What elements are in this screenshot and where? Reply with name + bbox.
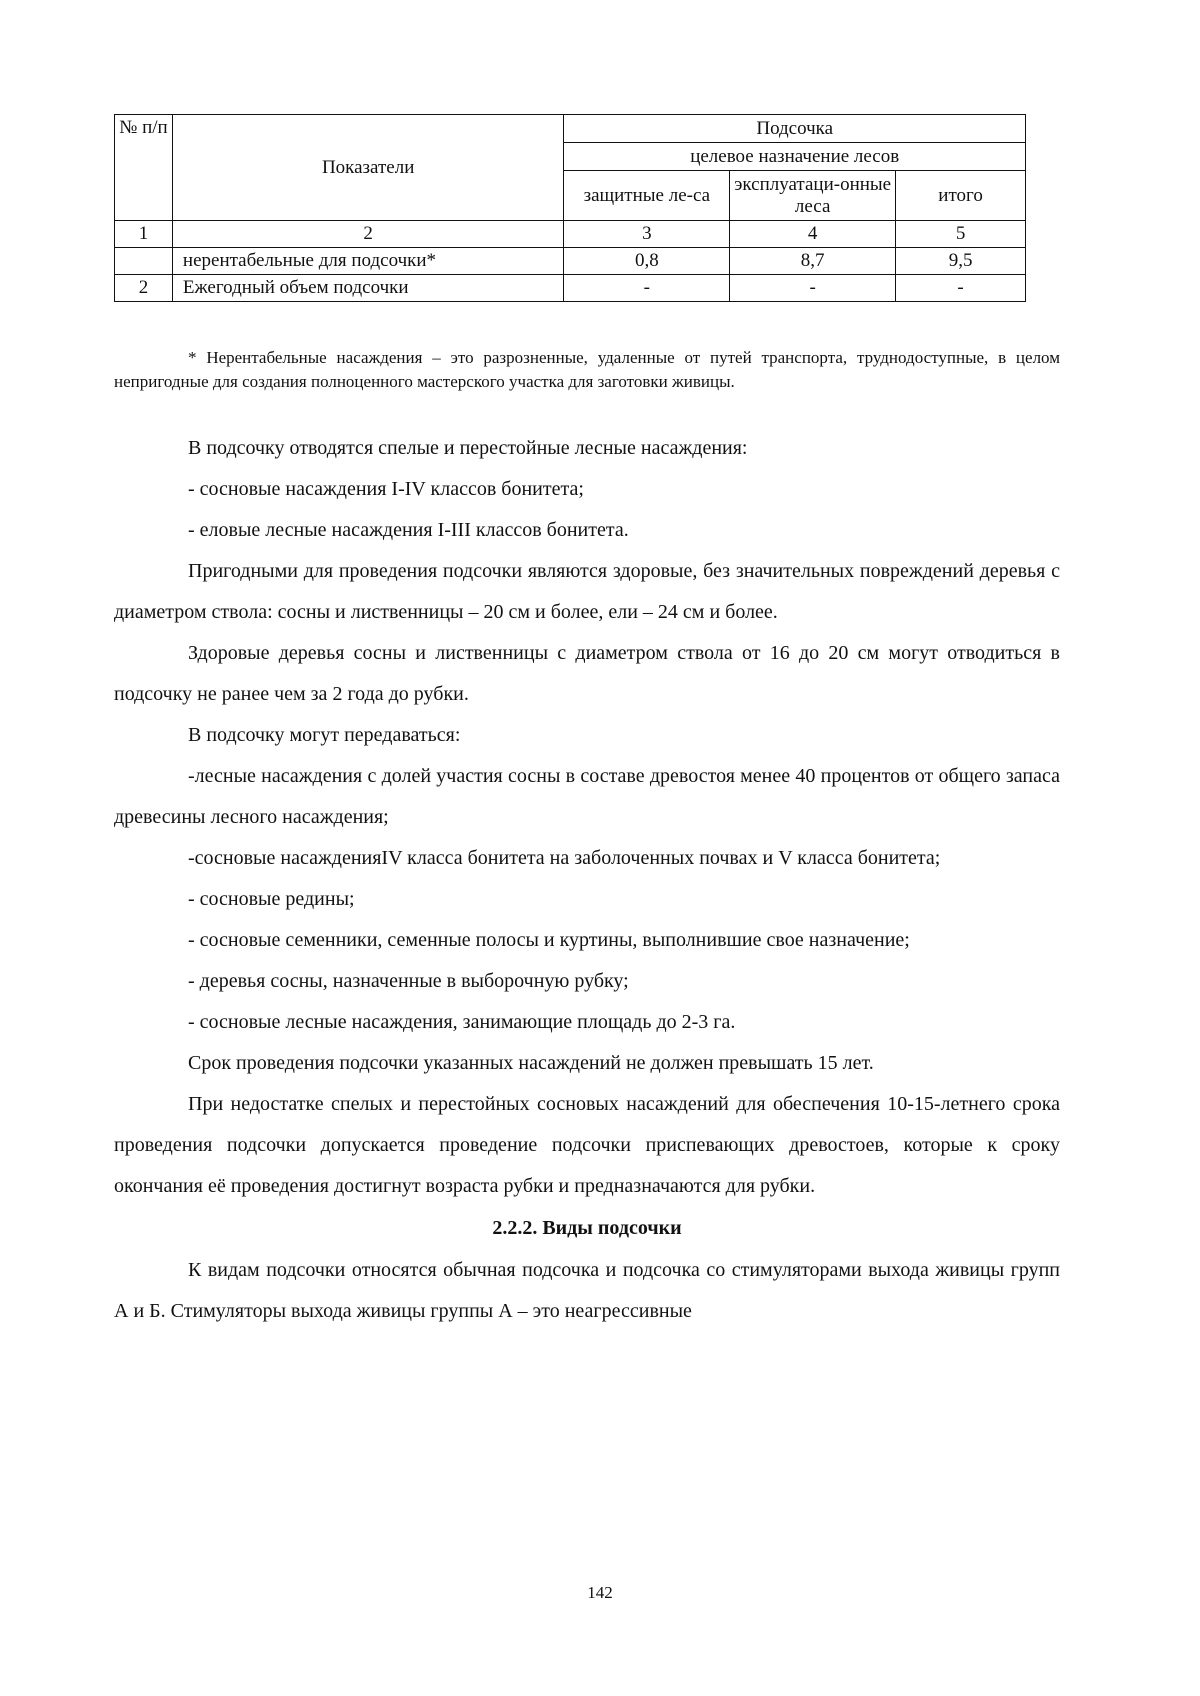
body-text — [114, 428, 1060, 1332]
column-number: 4 — [730, 221, 896, 248]
header-exploitation: эксплуатаци-онные леса — [730, 171, 896, 221]
row-num — [115, 248, 173, 275]
paragraph: Срок проведения подсочки указанных насаждений не должен превышать 15 лет. — [188, 1052, 874, 1074]
paragraph: Здоровые деревья сосны и лиственницы с диаметром ствола от 16 до 20 см могут отводиться в подсочку не ранее чем за 2 года до рубки. — [114, 642, 1060, 705]
row-protective: - — [564, 275, 730, 302]
paragraph: В подсочку могут передаваться: — [188, 724, 461, 746]
table-row — [115, 248, 1026, 275]
footnote — [114, 346, 1060, 394]
column-number: 1 — [115, 221, 173, 248]
list-item: - еловые лесные насаждения I-III классов бонитета. — [188, 519, 629, 541]
column-number: 3 — [564, 221, 730, 248]
row-num: 2 — [115, 275, 173, 302]
row-label: Ежегодный объем подсочки — [172, 275, 563, 302]
row-protective: 0,8 — [564, 248, 730, 275]
header-total: итого — [896, 171, 1026, 221]
list-item: - деревья сосны, назначенные в выборочную рубку; — [188, 970, 629, 992]
section-heading: 2.2.2. Виды подсочки — [492, 1217, 682, 1239]
header-indicators: Показатели — [172, 115, 563, 221]
page-number: 142 — [587, 1583, 613, 1602]
row-label: нерентабельные для подсочки* — [172, 248, 563, 275]
header-forest-purpose: целевое назначение лесов — [564, 143, 1026, 171]
header-num: № п/п — [115, 115, 173, 221]
row-exploitation: - — [730, 275, 896, 302]
row-total: - — [896, 275, 1026, 302]
footnote-text: * Нерентабельные насаждения – это разрозненные, удаленные от путей транспорта, труднодоступные, в целом непригодные для создания полноценного мастерского участка для заготовки живицы. — [114, 348, 1060, 391]
paragraph: Пригодными для проведения подсочки являются здоровые, без значительных повреждений деревья с диаметром ствола: сосны и лиственницы – 20 см и более, ели – 24 см и более. — [114, 560, 1060, 623]
header-protective: защитные ле-са — [564, 171, 730, 221]
column-number: 2 — [172, 221, 563, 248]
list-item: - сосновые лесные насаждения, занимающие площадь до 2-3 га. — [188, 1011, 736, 1033]
list-item: - сосновые редины; — [188, 888, 355, 910]
list-item: -лесные насаждения с долей участия сосны в составе древостоя менее 40 процентов от общего запаса древесины лесного насаждения; — [114, 765, 1060, 828]
tapping-table — [114, 114, 1026, 302]
row-total: 9,5 — [896, 248, 1026, 275]
paragraph: К видам подсочки относятся обычная подсочка и подсочка со стимуляторами выхода живицы групп А и Б. Стимуляторы выхода живицы группы А – это неагрессивные — [114, 1259, 1060, 1322]
row-exploitation: 8,7 — [730, 248, 896, 275]
header-tapping: Подсочка — [564, 115, 1026, 143]
paragraph: При недостатке спелых и перестойных сосновых насаждений для обеспечения 10-15-летнего срока проведения подсочки допускается проведение подсочки приспевающих древостоев, которые к сроку окончания её проведения достигнут возраста рубки и предназначаются для рубки. — [114, 1093, 1060, 1197]
list-item: - сосновые семенники, семенные полосы и куртины, выполнившие свое назначение; — [188, 929, 910, 951]
table-row — [115, 275, 1026, 302]
paragraph: В подсочку отводятся спелые и перестойные лесные насаждения: — [188, 437, 748, 459]
list-item: - сосновые насаждения I-IV классов бонитета; — [188, 478, 584, 500]
list-item: -сосновые насажденияIV класса бонитета на заболоченных почвах и V класса бонитета; — [188, 847, 941, 869]
column-number: 5 — [896, 221, 1026, 248]
column-number-row — [115, 221, 1026, 248]
